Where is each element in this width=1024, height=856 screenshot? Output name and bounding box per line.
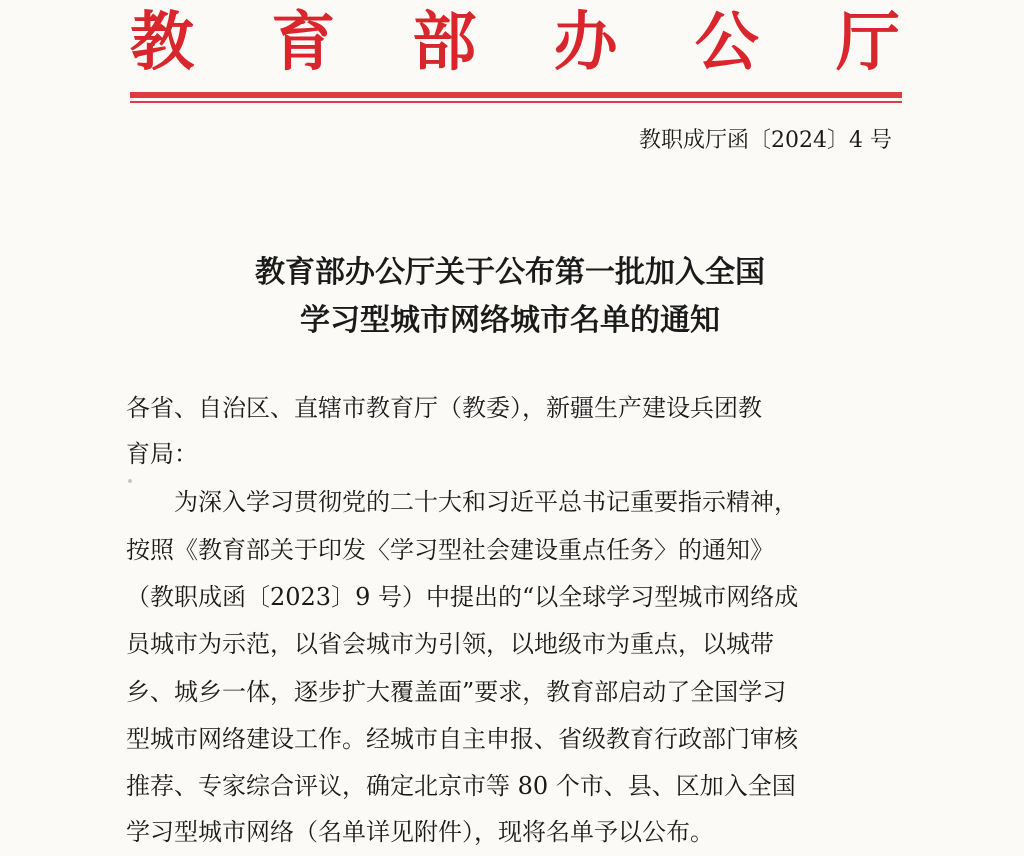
document-title-line-2: 学习型城市网络城市名单的通知 (300, 303, 720, 338)
header-char: 育 (271, 6, 336, 80)
header-red-rule-thick (130, 92, 902, 98)
body-paragraph-line: 推荐、专家综合评议，确定北京市等 80 个市、县、区加入全国 (126, 772, 796, 800)
header-red-rule-thin (130, 101, 902, 103)
body-paragraph-line: 学习型城市网络（名单详见附件），现将名单予以公布。 (126, 818, 714, 846)
body-paragraph-line: 按照《教育部关于印发〈学习型社会建设重点任务〉的通知》 (126, 536, 774, 564)
body-paragraph-line: 型城市网络建设工作。经城市自主申报、省级教育行政部门审核 (126, 725, 798, 753)
scan-mark (128, 479, 132, 483)
header-char: 厅 (835, 6, 900, 80)
header-char: 办 (553, 6, 618, 80)
header-char: 教 (130, 6, 194, 80)
document-number: 教职成厅函〔2024〕4 号 (639, 128, 892, 153)
recipient-line-1: 各省、自治区、直辖市教育厅（教委），新疆生产建设兵团教 (126, 394, 762, 422)
issuing-office-header (130, 2, 900, 84)
body-paragraph-line: （教职成函〔2023〕9 号）中提出的“以全球学习型城市网络成 (126, 583, 799, 611)
body-paragraph-line: 员城市为示范，以省会城市为引领，以地级市为重点，以城带 (126, 630, 774, 658)
body-paragraph-line: 为深入学习贯彻党的二十大和习近平总书记重要指示精神， (174, 488, 798, 516)
document-title-line-1: 教育部办公厅关于公布第一批加入全国 (255, 255, 765, 290)
body-paragraph-line: 乡、城乡一体，逐步扩大覆盖面”要求，教育部启动了全国学习 (126, 678, 787, 706)
recipient-line-2: 育局： (126, 440, 198, 468)
header-char: 公 (694, 6, 759, 80)
header-char: 部 (412, 6, 477, 80)
